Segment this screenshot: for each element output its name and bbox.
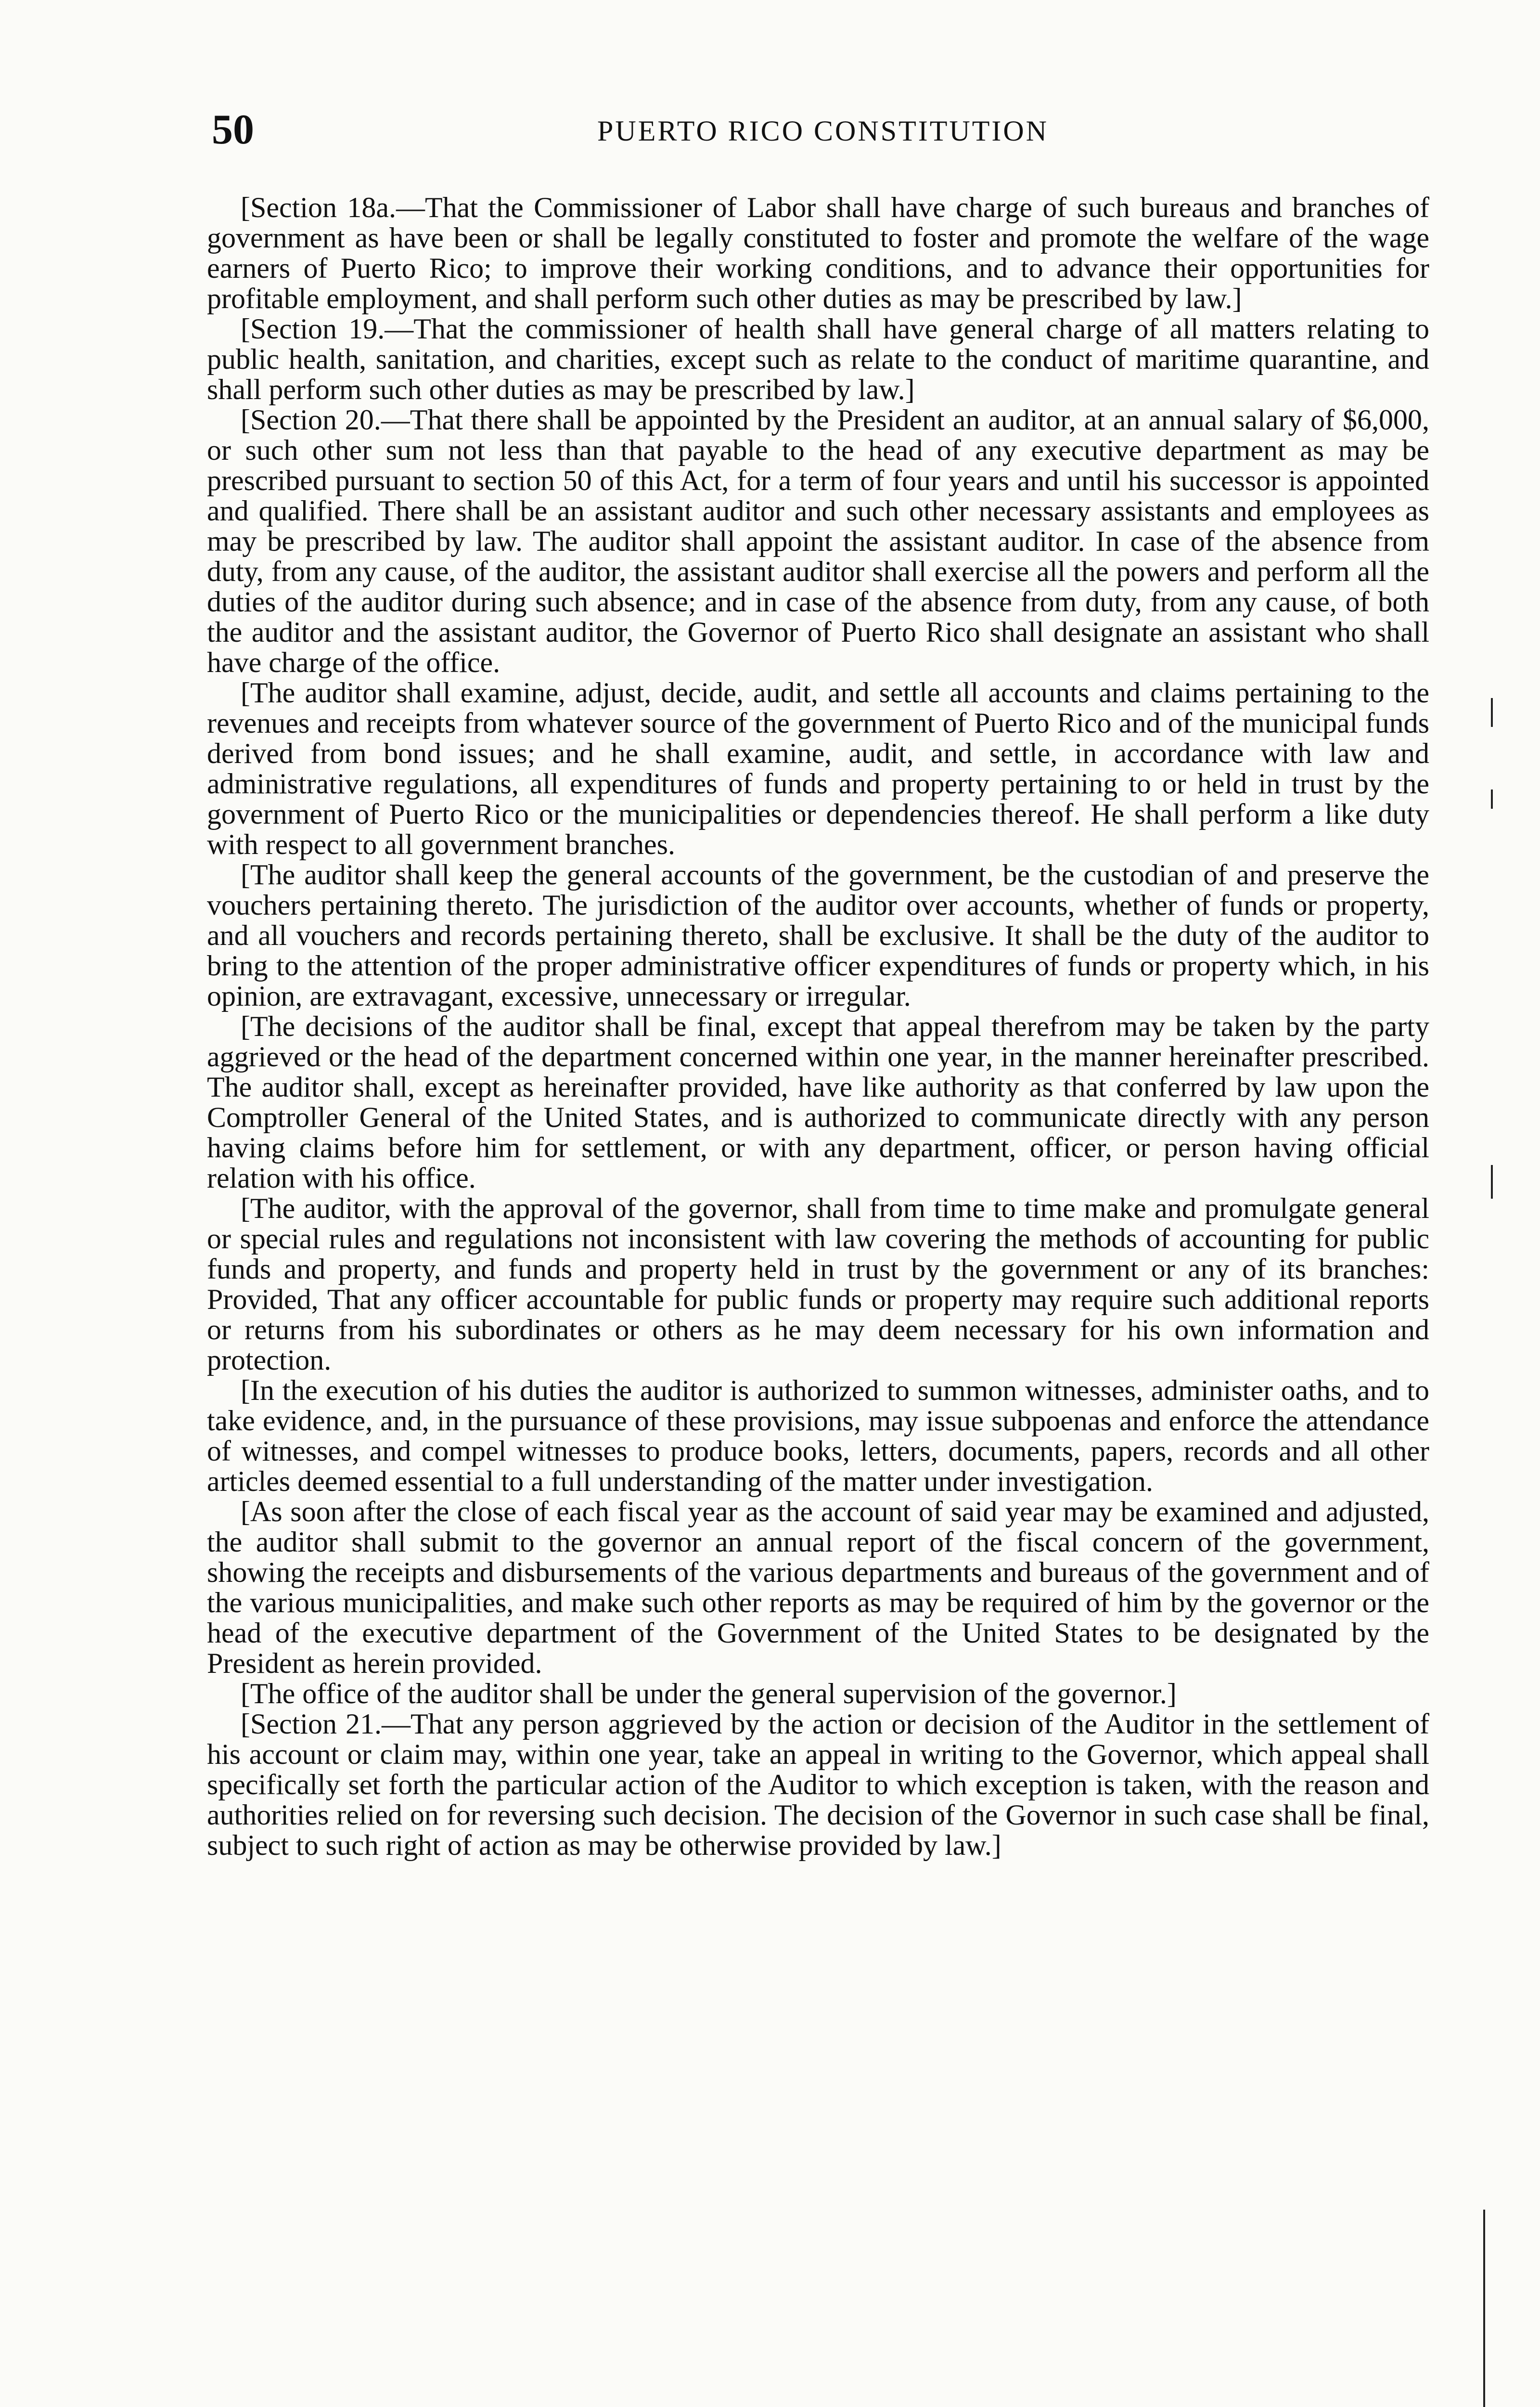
auditor-supervision-paragraph: [The office of the auditor shall be under the general supervision of the governor.]: [241, 1678, 1177, 1709]
auditor-accounts-paragraph: [The auditor shall examine, adjust, decide, audit, and settle all accounts and claims pertaining to the revenues and receipts from whatever source of the government of Puerto Rico and of the municipal funds derived from bond issues; and he shall examine, audit, and settle, in accordance with law and administrative regulations, all expenditures of funds and property pertaining to or held in trust by the government of Puerto Rico or the municipalities or dependencies thereof. He shall perform a like duty with respect to all government branches.: [207, 677, 1429, 860]
constitution-text-body: [207, 193, 1429, 1861]
margin-rule-line: [1483, 2210, 1485, 2407]
auditor-decisions-paragraph: [The decisions of the auditor shall be final, except that appeal therefrom may be taken by the party aggrieved or the head of the department concerned within one year, in the manner hereinafter prescribed. The auditor shall, except as hereinafter provided, have like authority as that conferred by law upon the Comptroller General of the United States, and is authorized to communicate directly with any person having claims before him for settlement, or with any department, officer, or person having official relation with his office.: [207, 1010, 1429, 1194]
margin-mark-line: [1491, 1165, 1493, 1199]
auditor-general-accounts-paragraph: [The auditor shall keep the general accounts of the government, be the custodian of and preserve the vouchers pertaining thereto. The jurisdiction of the auditor over accounts, whether of funds or property, and all vouchers and records pertaining thereto, shall be exclusive. It shall be the duty of the auditor to bring to the attention of the proper administrative officer expenditures of funds or property which, in his opinion, are extravagant, excessive, unnecessary or irregular.: [207, 859, 1429, 1012]
page-number: 50: [212, 106, 254, 153]
margin-mark-line: [1491, 698, 1493, 727]
auditor-investigation-paragraph: [In the execution of his duties the auditor is authorized to summon witnesses, administer oaths, and to take evidence, and, in the pursuance of these provisions, may issue subpoenas and enforce the attendance of witnesses, and compel witnesses to produce books, letters, documents, papers, records and all other articles deemed essential to a full understanding of the matter under investigation.: [207, 1374, 1429, 1497]
auditor-rules-paragraph: [The auditor, with the approval of the governor, shall from time to time make and promulgate general or special rules and regulations not inconsistent with law covering the methods of accounting for public funds and property, and funds and property held in trust by the government or any of its branches: Provided, That any officer accountable for public funds or property may require such additional reports or returns from his subordinates or others as he may deem necessary for his own information and protection.: [207, 1192, 1429, 1376]
section-18a-paragraph: [Section 18a.—That the Commissioner of Labor shall have charge of such bureaus and branches of government as have been or shall be legally constituted to foster and promote the welfare of the wage earners of Puerto Rico; to improve their working conditions, and to advance their opportunities for profitable employment, and shall perform such other duties as may be prescribed by law.]: [207, 192, 1429, 314]
section-20-paragraph: [Section 20.—That there shall be appointed by the President an auditor, at an annual salary of $6,000, or such other sum not less than that payable to the head of any executive department as may be prescribed pursuant to section 50 of this Act, for a term of four years and until his successor is appointed and qualified. There shall be an assistant auditor and such other necessary assistants and employees as may be prescribed by law. The auditor shall appoint the assistant auditor. In case of the absence from duty, from any cause, of the auditor, the assistant auditor shall exercise all the powers and perform all the duties of the auditor during such absence; and in case of the absence from duty, from any cause, of both the auditor and the assistant auditor, the Governor of Puerto Rico shall designate an assistant who shall have charge of the office.: [207, 404, 1429, 678]
section-19-paragraph: [Section 19.—That the commissioner of health shall have general charge of all matters relating to public health, sanitation, and charities, except such as relate to the conduct of maritime quarantine, and shall perform such other duties as may be prescribed by law.]: [207, 313, 1429, 405]
section-21-paragraph: [Section 21.—That any person aggrieved by the action or decision of the Auditor in the settlement of his account or claim may, within one year, take an appeal in writing to the Governor, which appeal shall specifically set forth the particular action of the Auditor to which exception is taken, with the reason and authorities relied on for reversing such decision. The decision of the Governor in such case shall be final, subject to such right of action as may be otherwise provided by law.]: [207, 1708, 1429, 1861]
annual-report-paragraph: [As soon after the close of each fiscal year as the account of said year may be examined and adjusted, the auditor shall submit to the governor an annual report of the fiscal concern of the government, showing the receipts and disbursements of the various departments and bureaus of the government and of the various municipalities, and make such other reports as may be required of him by the governor or the head of the executive department of the Government of the United States to be designated by the President as herein provided.: [207, 1496, 1429, 1679]
running-title: PUERTO RICO CONSTITUTION: [597, 115, 1049, 147]
page-header: [212, 106, 1434, 159]
margin-mark-line: [1491, 789, 1493, 809]
